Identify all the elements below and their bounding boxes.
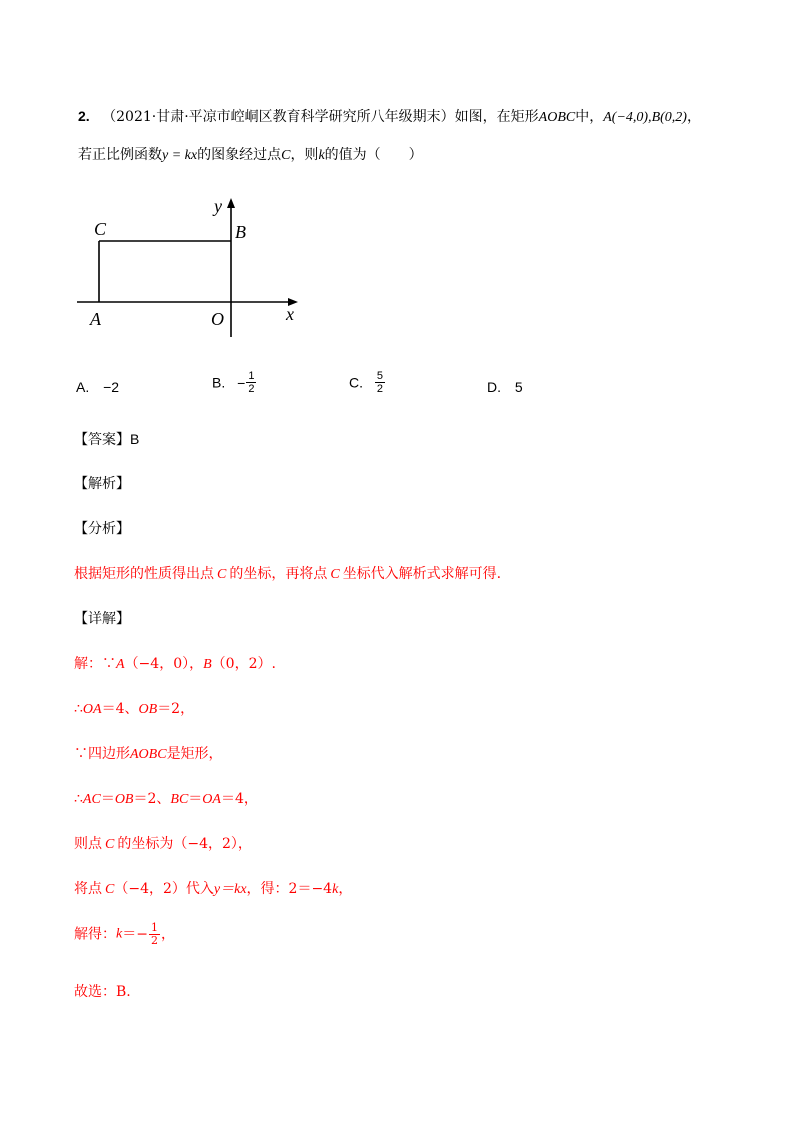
analysis-point-c1: C xyxy=(217,567,227,582)
detail-l1-c: （0，2）. xyxy=(211,656,276,672)
option-c[interactable] xyxy=(349,370,386,395)
option-b-numerator: 1 xyxy=(248,370,255,382)
analysis-label: 【解析】 xyxy=(74,476,130,492)
answer-line xyxy=(74,429,139,450)
analysis-text-c: 坐标代入解析式求解可得. xyxy=(342,566,502,582)
analysis-text-b: 的坐标，再将点 xyxy=(229,566,328,582)
detail-l6-c: ，得：2＝−4 xyxy=(246,881,333,897)
option-c-denominator: 2 xyxy=(376,383,384,395)
analysis-text-a: 根据矩形的性质得出点 xyxy=(74,566,214,582)
detail-l4-a: ∴ xyxy=(74,791,83,807)
option-c-fraction xyxy=(375,370,385,395)
detail-l5-c-point: C xyxy=(105,837,115,852)
answer-label: 【答案】 xyxy=(74,432,130,448)
label-y: y xyxy=(214,196,222,216)
option-b-fraction xyxy=(246,370,256,395)
option-d[interactable] xyxy=(487,379,523,395)
detail-l4-eq1: ＝ xyxy=(100,791,115,807)
detail-l6-b: （−4，2）代入 xyxy=(114,881,214,897)
detail-l4-b: ＝2、 xyxy=(133,791,171,807)
question-text-b: 中， xyxy=(575,109,604,125)
detail-line-2 xyxy=(74,699,194,720)
label-x: x xyxy=(286,304,294,324)
question-line2-c: ，则 xyxy=(290,147,319,163)
point-a: A(−4,0), xyxy=(603,110,652,125)
detail-line-3 xyxy=(74,744,223,765)
detail-l5-b: 的坐标为（−4，2）， xyxy=(117,836,252,852)
label-b: B xyxy=(235,222,246,242)
detail-l1-point-b: B xyxy=(203,657,212,672)
detail-l5-a: 则点 xyxy=(74,836,102,852)
detail-l7-denominator: 2 xyxy=(150,934,158,947)
detail-l2-c: ＝2， xyxy=(157,701,195,717)
detail-l6-d: ， xyxy=(338,881,353,897)
detail-label: 【详解】 xyxy=(74,611,130,627)
option-a-value: −2 xyxy=(103,379,120,395)
detail-l4-ob: OB xyxy=(114,792,134,807)
option-d-value: 5 xyxy=(514,379,523,395)
option-c-letter: C. xyxy=(349,374,363,391)
question-source: （2021·甘肃·平凉市崆峒区教育科学研究所八年级期末） xyxy=(102,109,455,125)
point-b: B(0,2) xyxy=(651,110,687,125)
detail-line-5 xyxy=(74,834,252,855)
detail-l7-b: ＝− xyxy=(122,926,148,943)
label-o: O xyxy=(211,309,224,329)
detail-l2-ob: OB xyxy=(138,702,158,717)
answer-value: B xyxy=(130,431,140,447)
option-a[interactable] xyxy=(76,379,119,395)
question-number: 2. xyxy=(78,108,90,124)
detail-line-6 xyxy=(74,879,352,900)
option-c-numerator: 5 xyxy=(376,370,384,382)
option-b-denominator: 2 xyxy=(248,383,255,395)
label-c: C xyxy=(94,219,107,239)
detail-l1-b: （−4，0）， xyxy=(124,656,204,672)
rectangle-figure xyxy=(72,192,312,342)
detail-line-4 xyxy=(74,789,258,810)
detail-l1-point-a: A xyxy=(116,657,125,672)
y-axis-arrow xyxy=(227,198,235,208)
analysis-sub-label: 【分析】 xyxy=(74,521,130,537)
detail-l7-numerator: 1 xyxy=(150,921,158,934)
analysis-text xyxy=(74,564,501,585)
analysis-point-c2: C xyxy=(330,567,340,582)
detail-l4-ac: AC xyxy=(82,792,101,807)
detail-l2-b: ＝4、 xyxy=(101,701,139,717)
option-d-letter: D. xyxy=(487,379,501,395)
detail-l7-k: k xyxy=(116,926,123,942)
question-line2-b: 的图象经过点 xyxy=(197,147,282,163)
option-b-letter: B. xyxy=(212,374,226,391)
point-c: C xyxy=(281,148,291,163)
detail-l7-a: 解得： xyxy=(74,926,116,943)
detail-l7-fraction xyxy=(149,922,160,947)
detail-l6-function: y＝kx xyxy=(213,882,247,897)
function-expression: y = kx xyxy=(162,148,198,163)
detail-l3-rect: AOBC xyxy=(130,747,167,762)
option-b-sign: − xyxy=(237,374,246,391)
detail-l3-a: ∵四边形 xyxy=(74,746,130,762)
detail-l4-oa: OA xyxy=(202,792,221,807)
detail-l6-c-point: C xyxy=(105,882,115,897)
detail-line-8: 故选：B. xyxy=(74,984,131,1000)
detail-l1-a: 解：∵ xyxy=(74,656,116,672)
question-line2-a: 若正比例函数 xyxy=(78,147,162,163)
detail-l2-oa: OA xyxy=(82,702,102,717)
detail-l3-b: 是矩形， xyxy=(166,746,223,762)
option-b[interactable] xyxy=(212,370,257,395)
k-variable: k xyxy=(318,148,325,163)
rect-name: AOBC xyxy=(538,110,576,125)
question-text-a: 如图，在矩形 xyxy=(454,109,539,125)
detail-l7-c: ， xyxy=(160,926,175,943)
detail-l6-a: 将点 xyxy=(74,881,102,897)
question-line2-d: 的值为（ ） xyxy=(324,147,423,163)
detail-l4-eq2: ＝ xyxy=(188,791,203,807)
detail-l2-a: ∴ xyxy=(74,701,83,717)
detail-l6-k: k xyxy=(332,882,339,897)
question-line-1 xyxy=(78,106,701,128)
trail-comma: ， xyxy=(686,109,701,125)
detail-line-7 xyxy=(74,922,175,947)
detail-l4-c: ＝4， xyxy=(220,791,258,807)
detail-line-1 xyxy=(74,654,276,675)
question-line-2 xyxy=(78,145,423,166)
label-a: A xyxy=(90,309,101,329)
option-a-letter: A. xyxy=(76,379,90,395)
detail-l4-bc: BC xyxy=(170,792,189,807)
